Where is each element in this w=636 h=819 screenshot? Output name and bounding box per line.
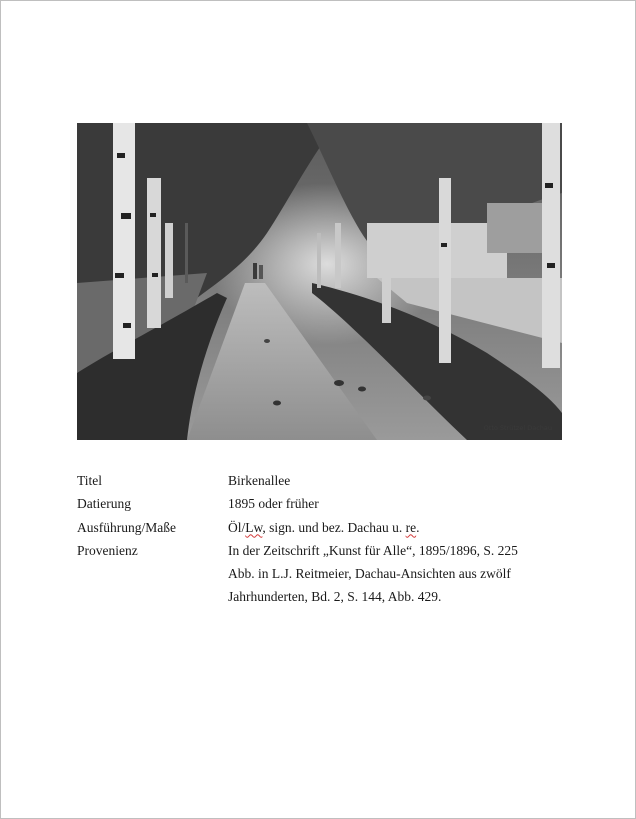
field-date-label: Datierung: [77, 496, 131, 512]
field-provenance-label: Provenienz: [77, 542, 138, 558]
field-title-label: Titel: [77, 473, 103, 488]
field-medium-value: Öl/Lw, sign. und bez. Dachau u. re.: [228, 519, 420, 535]
spellcheck-flagged-word[interactable]: re: [405, 519, 417, 535]
artwork-photo: [77, 123, 562, 440]
field-title-row: [77, 469, 558, 492]
field-provenance-row: [77, 539, 558, 609]
field-provenance-value: In der Zeitschrift „Kunst für Alle“, 1895/1896, S. 225 Abb. in L.J. Reitmeier, Dachau-Ansichten aus zwölf Jahrhunderten, Bd. 2, S. 144, Abb. 429.: [228, 542, 518, 605]
artwork-metadata: [77, 469, 558, 609]
field-medium-label: Ausführung/Maße: [77, 519, 176, 535]
painting-signature: Otto Strützel Dachau: [483, 424, 552, 432]
field-date-row: [77, 492, 558, 515]
field-title-value: Birkenallee: [228, 473, 291, 488]
field-medium-row: [77, 516, 558, 539]
spellcheck-flagged-word[interactable]: Lw: [245, 519, 263, 535]
field-date-value: 1895 oder früher: [228, 496, 319, 512]
